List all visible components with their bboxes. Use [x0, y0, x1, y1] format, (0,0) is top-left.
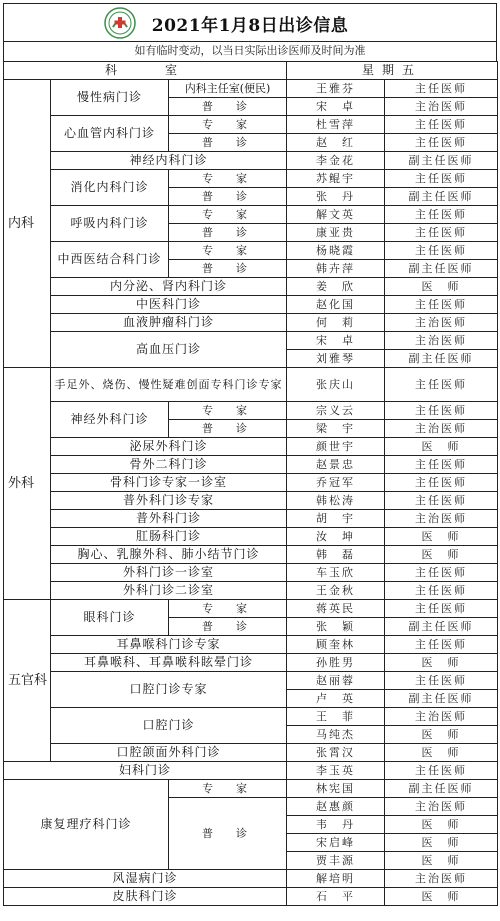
- doctor-name: 杨晓霞: [287, 242, 385, 260]
- doctor-title: 副主任医师: [385, 260, 498, 278]
- doctor-name: 韦 丹: [287, 816, 385, 834]
- department-cell: 内分泌、肾内科门诊: [51, 278, 287, 296]
- doctor-name: 张霄汉: [287, 744, 385, 762]
- department-cell: 消化内科门诊: [51, 170, 169, 206]
- table-row: [4, 888, 498, 906]
- doctor-title: 医 师: [385, 744, 498, 762]
- department-cell: 呼吸内科门诊: [51, 206, 169, 242]
- department-cell: 风湿病门诊: [4, 870, 287, 888]
- doctor-title: 医 师: [385, 438, 498, 456]
- schedule-table: [3, 61, 498, 906]
- table-row: [4, 296, 498, 314]
- department-cell: 妇科门诊: [4, 762, 287, 780]
- doctor-name: 姜 欣: [287, 278, 385, 296]
- table-row: [4, 510, 498, 528]
- clinic-type-cell: 专 家: [169, 242, 287, 260]
- clinic-type-cell: 普 诊: [169, 260, 287, 278]
- clinic-type-cell: 普 诊: [169, 134, 287, 152]
- department-cell: 口腔门诊专家: [51, 672, 287, 708]
- doctor-name: 赵惠颜: [287, 798, 385, 816]
- doctor-name: 张庆山: [287, 368, 385, 402]
- table-row: [4, 80, 498, 98]
- department-cell: 皮肤科门诊: [4, 888, 287, 906]
- clinic-type-cell: 普 诊: [169, 98, 287, 116]
- doctor-name: 宋启峰: [287, 834, 385, 852]
- doctor-title: 主任医师: [385, 80, 498, 98]
- doctor-title: 主任医师: [385, 242, 498, 260]
- doctor-title: 主任医师: [385, 134, 498, 152]
- doctor-title: 医 师: [385, 888, 498, 906]
- clinic-type-cell: 专 家: [169, 780, 287, 798]
- table-row: [4, 314, 498, 332]
- doctor-title: 副主任医师: [385, 618, 498, 636]
- doctor-title: 主任医师: [385, 636, 498, 654]
- department-cell: 外科门诊一诊室: [51, 564, 287, 582]
- doctor-title: 主治医师: [385, 332, 498, 350]
- department-cell: 血液肿瘤科门诊: [51, 314, 287, 332]
- table-row: [4, 242, 498, 260]
- doctor-name: 赵化国: [287, 296, 385, 314]
- doctor-name: 石 平: [287, 888, 385, 906]
- department-cell: 中医科门诊: [51, 296, 287, 314]
- doctor-title: 副主任医师: [385, 780, 498, 798]
- department-cell: 神经外科门诊: [51, 402, 169, 438]
- doctor-title: 医 师: [385, 546, 498, 564]
- doctor-name: 蒋英民: [287, 600, 385, 618]
- table-row: [4, 170, 498, 188]
- table-row: [4, 438, 498, 456]
- clinic-type-cell: 专 家: [169, 206, 287, 224]
- page-title: 2021年1月8日出诊信息: [151, 16, 349, 36]
- doctor-title: 主任医师: [385, 474, 498, 492]
- doctor-title: 副主任医师: [385, 690, 498, 708]
- doctor-name: 王金秋: [287, 582, 385, 600]
- category-cell: 外科: [4, 368, 51, 600]
- doctor-name: 赵丽蓉: [287, 672, 385, 690]
- category-cell: 五官科: [4, 600, 51, 762]
- doctor-title: 医 师: [385, 852, 498, 870]
- clinic-type-cell: 专 家: [169, 170, 287, 188]
- table-row: [4, 636, 498, 654]
- department-cell: 口腔颌面外科门诊: [51, 744, 287, 762]
- clinic-type-cell: 普 诊: [169, 224, 287, 242]
- doctor-name: 宋 卓: [287, 332, 385, 350]
- doctor-title: 主任医师: [385, 492, 498, 510]
- department-cell: 外科门诊二诊室: [51, 582, 287, 600]
- table-row: [4, 492, 498, 510]
- doctor-name: 韩卉萍: [287, 260, 385, 278]
- doctor-title: 主任医师: [385, 582, 498, 600]
- doctor-title: 医 师: [385, 816, 498, 834]
- department-cell: 康复理疗科门诊: [4, 780, 169, 870]
- table-row: [4, 744, 498, 762]
- doctor-name: 张 颖: [287, 618, 385, 636]
- table-row: [4, 564, 498, 582]
- department-cell: 神经内科门诊: [51, 152, 287, 170]
- schedule-header: [3, 3, 497, 41]
- department-cell: 眼科门诊: [51, 600, 169, 636]
- doctor-title: 主任医师: [385, 296, 498, 314]
- department-cell: 口腔门诊: [51, 708, 287, 744]
- doctor-name: 胡 宇: [287, 510, 385, 528]
- doctor-title: 医 师: [385, 726, 498, 744]
- table-row: [4, 600, 498, 618]
- doctor-name: 赵 红: [287, 134, 385, 152]
- doctor-name: 颜世宇: [287, 438, 385, 456]
- doctor-title: 主任医师: [385, 600, 498, 618]
- table-row: [4, 582, 498, 600]
- clinic-type-cell: 普 诊: [169, 420, 287, 438]
- department-cell: 慢性病门诊: [51, 80, 169, 116]
- doctor-title: 主治医师: [385, 510, 498, 528]
- doctor-name: 解培明: [287, 870, 385, 888]
- clinic-type-cell: 普 诊: [169, 618, 287, 636]
- clinic-type-cell: 专 家: [169, 116, 287, 134]
- table-row: [4, 780, 498, 798]
- department-cell: 肛肠科门诊: [51, 528, 287, 546]
- doctor-title: 主任医师: [385, 116, 498, 134]
- doctor-name: 李金花: [287, 152, 385, 170]
- department-cell: 胸心、乳腺外科、肺小结节门诊: [51, 546, 287, 564]
- table-row: [4, 654, 498, 672]
- doctor-title: 医 师: [385, 654, 498, 672]
- department-header: 科 室: [4, 62, 287, 80]
- doctor-name: 梁 宇: [287, 420, 385, 438]
- department-cell: 心血管内科门诊: [51, 116, 169, 152]
- doctor-name: 顾奎林: [287, 636, 385, 654]
- day-header: 星期五: [287, 62, 498, 80]
- table-row: [4, 474, 498, 492]
- doctor-title: 主治医师: [385, 420, 498, 438]
- department-cell: 骨外二科门诊: [51, 456, 287, 474]
- table-row: [4, 870, 498, 888]
- table-row: [4, 278, 498, 296]
- doctor-name: 赵景忠: [287, 456, 385, 474]
- doctor-title: 主任医师: [385, 672, 498, 690]
- doctor-name: 乔冠军: [287, 474, 385, 492]
- department-cell: 手足外、烧伤、慢性疑难创面专科门诊专家: [51, 368, 287, 402]
- doctor-name: 韩松涛: [287, 492, 385, 510]
- doctor-title: 主治医师: [385, 798, 498, 816]
- doctor-name: 卢 英: [287, 690, 385, 708]
- doctor-title: 主任医师: [385, 368, 498, 402]
- clinic-type-cell: 内科主任室(便民): [169, 80, 287, 98]
- clinic-type-cell: 专 家: [169, 600, 287, 618]
- department-cell: 普外科门诊: [51, 510, 287, 528]
- doctor-name: 何 莉: [287, 314, 385, 332]
- table-row: [4, 332, 498, 350]
- table-row: [4, 206, 498, 224]
- doctor-name: 贾丰源: [287, 852, 385, 870]
- doctor-title: 主任医师: [385, 762, 498, 780]
- doctor-name: 王 菲: [287, 708, 385, 726]
- doctor-name: 汝 坤: [287, 528, 385, 546]
- doctor-name: 苏鲲宇: [287, 170, 385, 188]
- doctor-name: 林宪国: [287, 780, 385, 798]
- doctor-title: 主治医师: [385, 314, 498, 332]
- doctor-name: 韩 磊: [287, 546, 385, 564]
- doctor-name: 宗义云: [287, 402, 385, 420]
- table-row: [4, 402, 498, 420]
- table-row: [4, 546, 498, 564]
- doctor-title: 主任医师: [385, 170, 498, 188]
- clinic-type-cell: 普 诊: [169, 188, 287, 206]
- doctor-name: 解文英: [287, 206, 385, 224]
- clinic-type-cell: 普 诊: [169, 798, 287, 870]
- department-cell: 普外科门诊专家: [51, 492, 287, 510]
- department-cell: 泌尿外科门诊: [51, 438, 287, 456]
- table-row: [4, 708, 498, 726]
- doctor-title: 副主任医师: [385, 350, 498, 368]
- category-cell: 内科: [4, 80, 51, 368]
- doctor-title: 主任医师: [385, 564, 498, 582]
- table-row: [4, 116, 498, 134]
- table-row: [4, 672, 498, 690]
- doctor-title: 副主任医师: [385, 188, 498, 206]
- doctor-title: 主任医师: [385, 402, 498, 420]
- doctor-title: 主任医师: [385, 206, 498, 224]
- department-cell: 骨科门诊专家一诊室: [51, 474, 287, 492]
- doctor-name: 孙胜男: [287, 654, 385, 672]
- doctor-name: 王雅芬: [287, 80, 385, 98]
- table-row: [4, 528, 498, 546]
- department-cell: 中西医结合科门诊: [51, 242, 169, 278]
- doctor-title: 副主任医师: [385, 152, 498, 170]
- doctor-title: 主治医师: [385, 708, 498, 726]
- doctor-title: 主任医师: [385, 224, 498, 242]
- department-cell: 高血压门诊: [51, 332, 287, 368]
- doctor-name: 马纯杰: [287, 726, 385, 744]
- doctor-title: 主治医师: [385, 98, 498, 116]
- doctor-title: 主治医师: [385, 870, 498, 888]
- department-cell: 耳鼻喉科门诊专家: [51, 636, 287, 654]
- doctor-name: 张 丹: [287, 188, 385, 206]
- doctor-name: 车玉欣: [287, 564, 385, 582]
- doctor-name: 李玉英: [287, 762, 385, 780]
- table-row: [4, 368, 498, 402]
- doctor-name: 刘雅琴: [287, 350, 385, 368]
- department-cell: 耳鼻喉科、耳鼻喉科眩晕门诊: [51, 654, 287, 672]
- notice-text: 如有临时变动，以当日实际出诊医师及时间为准: [3, 41, 497, 61]
- doctor-title: 医 师: [385, 528, 498, 546]
- doctor-name: 康亚贵: [287, 224, 385, 242]
- table-row: [4, 762, 498, 780]
- table-row: [4, 152, 498, 170]
- doctor-name: 杜雪萍: [287, 116, 385, 134]
- doctor-title: 医 师: [385, 278, 498, 296]
- table-row: [4, 456, 498, 474]
- doctor-title: 医 师: [385, 834, 498, 852]
- clinic-type-cell: 专 家: [169, 402, 287, 420]
- doctor-name: 宋 卓: [287, 98, 385, 116]
- doctor-title: 主任医师: [385, 456, 498, 474]
